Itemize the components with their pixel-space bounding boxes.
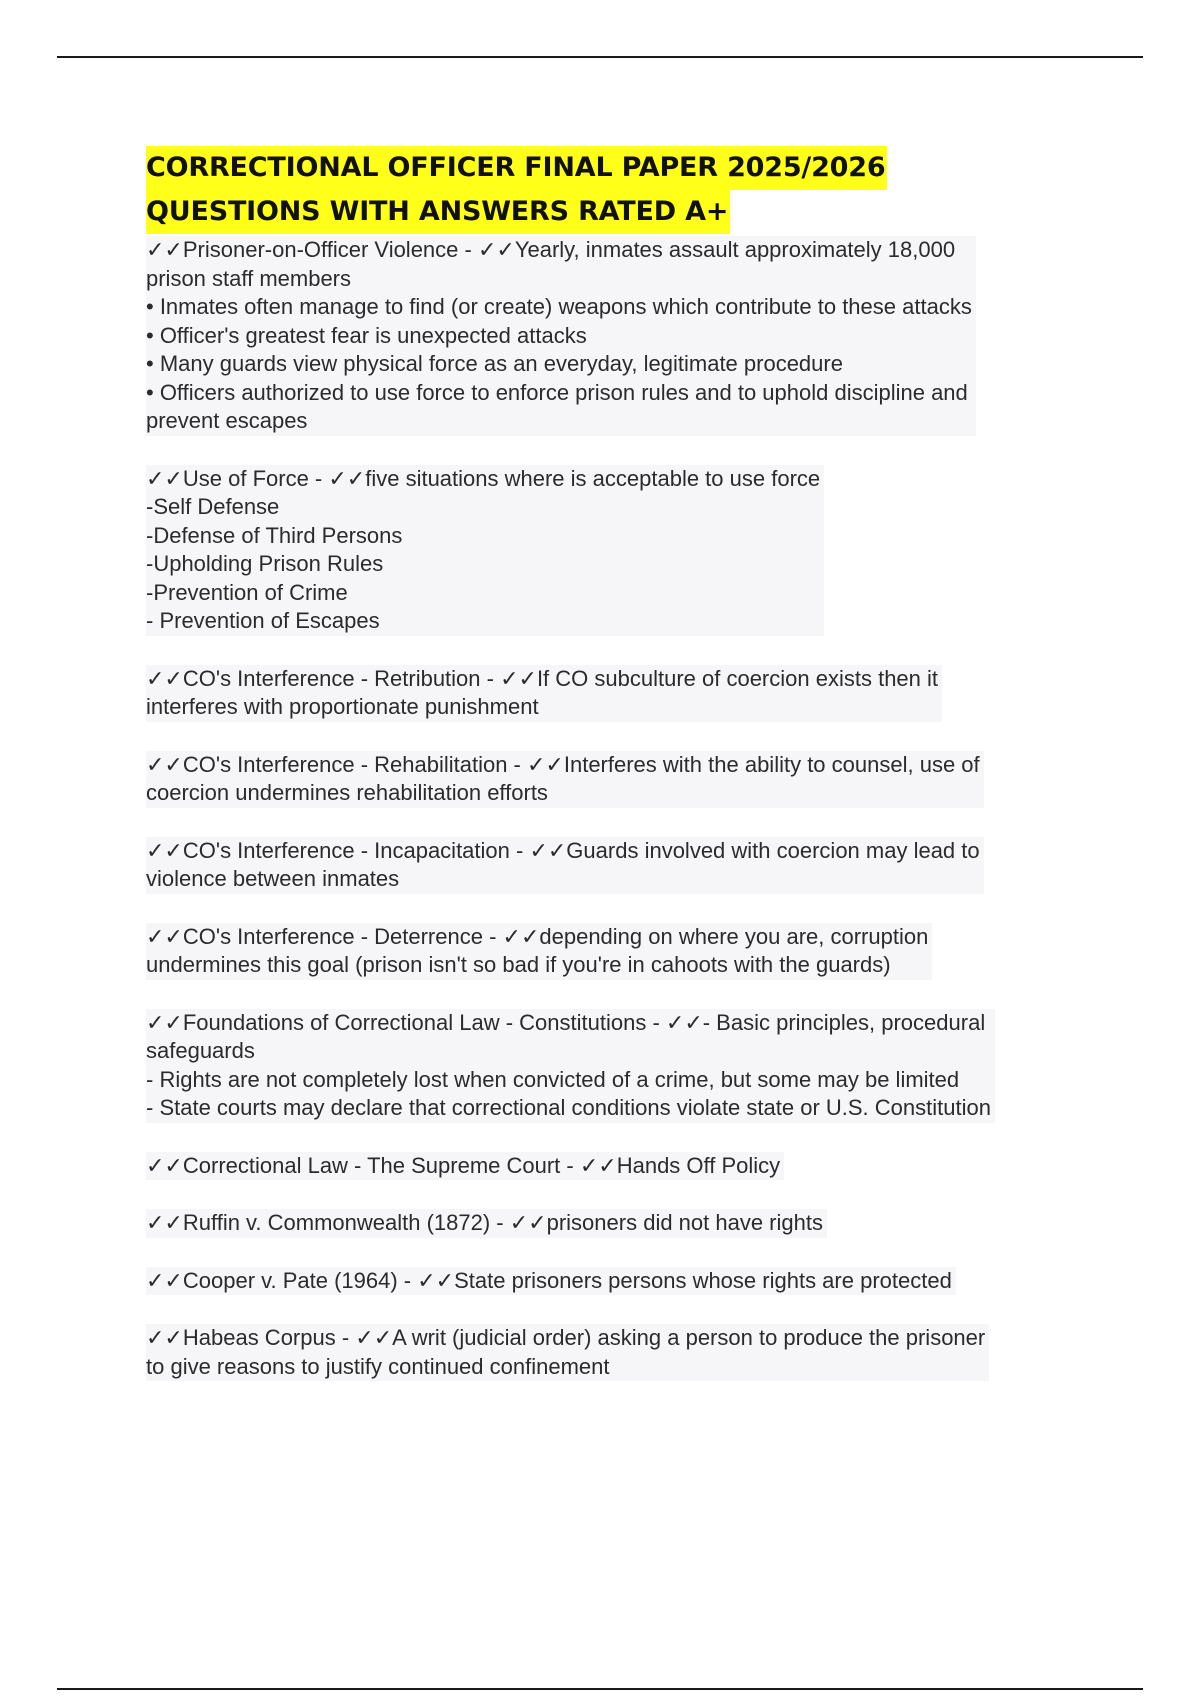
- header-rule: [57, 56, 1143, 58]
- qa-entry: ✓✓Use of Force - ✓✓five situations where is acceptable to use force -Self Defense -Defense of Third Persons -Upholding Prison Rules -Prevention of Crime - Prevention of Escapes: [146, 465, 824, 636]
- qa-entry: ✓✓CO's Interference - Deterrence - ✓✓depending on where you are, corruption undermines this goal (prison isn't so bad if you're in cahoots with the guards): [146, 923, 932, 980]
- qa-entry: ✓✓Foundations of Correctional Law - Constitutions - ✓✓- Basic principles, procedural safeguards - Rights are not completely lost when convicted of a crime, but some may be limited - State courts may declare that correctional conditions violate state or U.S. Constitution: [146, 1009, 995, 1123]
- qa-entry: ✓✓Ruffin v. Commonwealth (1872) - ✓✓prisoners did not have rights: [146, 1209, 827, 1238]
- footer-rule: [57, 1688, 1143, 1690]
- title-line-2: QUESTIONS WITH ANSWERS RATED A+: [146, 190, 730, 234]
- qa-entry: ✓✓CO's Interference - Retribution - ✓✓If CO subculture of coercion exists then it interferes with proportionate punishment: [146, 665, 942, 722]
- qa-entry: ✓✓CO's Interference - Incapacitation - ✓✓Guards involved with coercion may lead to violence between inmates: [146, 837, 984, 894]
- title-line-1: CORRECTIONAL OFFICER FINAL PAPER 2025/2026: [146, 146, 887, 190]
- qa-entry: ✓✓Prisoner-on-Officer Violence - ✓✓Yearly, inmates assault approximately 18,000 prison staff members • Inmates often manage to find (or create) weapons which contribute to these attacks • Officer's greatest fear is unexpected attacks • Many guards view physical force as an everyday, legitimate procedure • Officers authorized to use force to enforce prison rules and to uphold discipline and prevent escapes: [146, 236, 976, 436]
- qa-entry: ✓✓CO's Interference - Rehabilitation - ✓✓Interferes with the ability to counsel, use of coercion undermines rehabilitation efforts: [146, 751, 984, 808]
- document-title: [146, 146, 1086, 234]
- qa-entry: ✓✓Correctional Law - The Supreme Court - ✓✓Hands Off Policy: [146, 1152, 784, 1181]
- document-body: [146, 146, 1086, 1381]
- qa-entry: ✓✓Cooper v. Pate (1964) - ✓✓State prisoners persons whose rights are protected: [146, 1267, 956, 1296]
- qa-entry: ✓✓Habeas Corpus - ✓✓A writ (judicial order) asking a person to produce the prisoner to give reasons to justify continued confinement: [146, 1324, 989, 1381]
